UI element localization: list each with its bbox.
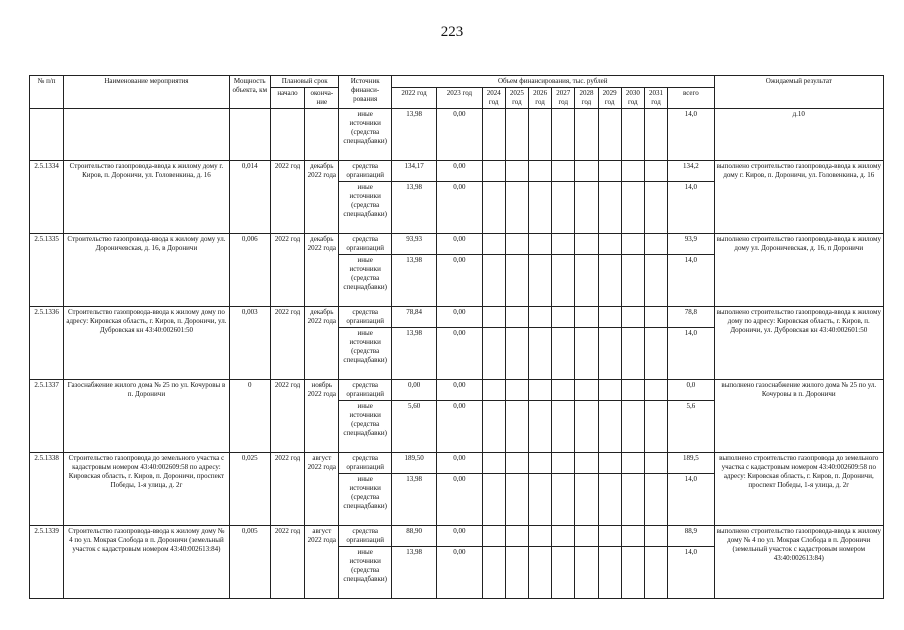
empty-cell — [621, 401, 644, 453]
empty-cell — [505, 234, 528, 255]
empty-cell — [644, 380, 667, 401]
empty-cell — [575, 255, 598, 307]
empty-cell — [598, 547, 621, 599]
empty-cell — [552, 182, 575, 234]
row-other-2022: 13,98 — [391, 328, 436, 380]
row-other-2023: 0,00 — [437, 547, 482, 599]
empty-cell — [598, 234, 621, 255]
empty-cell — [482, 526, 505, 547]
continuation-row — [30, 109, 884, 161]
header-name: Наименование мероприятия — [64, 76, 229, 109]
empty-cell — [621, 255, 644, 307]
row-org-2022: 0,00 — [391, 380, 436, 401]
empty-cell — [644, 255, 667, 307]
row-other-2022: 13,98 — [391, 547, 436, 599]
row-org-total: 189,5 — [668, 453, 714, 474]
empty-cell — [644, 328, 667, 380]
table-row — [30, 161, 884, 182]
row-source-org: средства организаций — [339, 380, 391, 401]
row-capacity: 0 — [229, 380, 270, 453]
row-capacity: 0,014 — [229, 161, 270, 234]
empty-cell — [621, 474, 644, 526]
row-source-other: иные источники (средства спецнадбавки) — [339, 474, 391, 526]
row-other-total: 14,0 — [668, 182, 714, 234]
row-source-other: иные источники (средства спецнадбавки) — [339, 255, 391, 307]
empty-cell — [552, 328, 575, 380]
header-source: Источник финанси-рования — [339, 76, 391, 109]
empty-cell — [505, 401, 528, 453]
empty-cell — [644, 182, 667, 234]
row-start: 2022 год — [270, 307, 304, 380]
header-total: всего — [668, 88, 714, 109]
row-name: Строительство газопровода-ввода к жилому дому по адресу: Кировская область, г. Киров, п. Дороничи, ул. Дубровская кн 43:40:002601:50 — [64, 307, 229, 380]
row-other-2023: 0,00 — [437, 255, 482, 307]
row-capacity: 0,005 — [229, 526, 270, 599]
empty-cell — [505, 380, 528, 401]
row-end: август 2022 года — [305, 453, 339, 526]
row-num: 2.5.1335 — [30, 234, 64, 307]
empty-cell — [621, 453, 644, 474]
row-result: выполнено строительство газопровода-ввода к жилому дому № 4 по ул. Мокрая Слобода в п. Дороничи (земельный участок с кадастровым номером 43:40:002613:84) — [714, 526, 883, 599]
row-source-other: иные источники (средства спецнадбавки) — [339, 547, 391, 599]
row-source-org: средства организаций — [339, 161, 391, 182]
empty-cell — [598, 255, 621, 307]
empty-cell — [528, 182, 551, 234]
empty-cell — [505, 255, 528, 307]
row-result: выполнено строительство газопровода-ввода к жилому дому ул. Дороничевская, д. 16, п Дороничи — [714, 234, 883, 307]
row-source-other: иные источники (средства спецнадбавки) — [339, 401, 391, 453]
row-start: 2022 год — [270, 526, 304, 599]
row-source-org: средства организаций — [339, 307, 391, 328]
page-number: 223 — [440, 24, 464, 40]
empty-cell — [621, 526, 644, 547]
cont-2022: 13,98 — [391, 109, 436, 161]
header-year-2026: 2026 год — [528, 88, 551, 109]
row-end: ноябрь 2022 года — [305, 380, 339, 453]
row-org-2023: 0,00 — [437, 307, 482, 328]
empty-cell — [528, 526, 551, 547]
row-org-2023: 0,00 — [437, 234, 482, 255]
header-end: оконча-ние — [305, 88, 339, 109]
row-end: декабрь 2022 года — [305, 234, 339, 307]
empty-cell — [575, 474, 598, 526]
empty-cell — [598, 307, 621, 328]
empty-cell — [621, 307, 644, 328]
row-org-total: 93,9 — [668, 234, 714, 255]
empty-cell — [528, 453, 551, 474]
empty-cell — [644, 526, 667, 547]
cont-source: иные источники (средства спецнадбавки) — [339, 109, 391, 161]
row-name: Строительство газопровода до земельного участка с кадастровым номером 43:40:002609:58 по адресу: Кировская область, г. Киров, п. Дороничи, проспект Победы, 1-я улица, д. 2г — [64, 453, 229, 526]
row-other-2022: 5,60 — [391, 401, 436, 453]
header-period: Плановый срок — [270, 76, 339, 88]
header-year-2023: 2023 год — [437, 88, 482, 109]
row-other-total: 14,0 — [668, 474, 714, 526]
empty-cell — [528, 547, 551, 599]
empty-cell — [552, 547, 575, 599]
row-num: 2.5.1338 — [30, 453, 64, 526]
empty-cell — [528, 307, 551, 328]
row-other-2022: 13,98 — [391, 182, 436, 234]
row-other-total: 14,0 — [668, 328, 714, 380]
empty-cell — [552, 255, 575, 307]
header-result: Ожидаемый результат — [714, 76, 883, 109]
table-row — [30, 307, 884, 328]
empty-cell — [482, 328, 505, 380]
row-other-total: 14,0 — [668, 547, 714, 599]
empty-cell — [644, 474, 667, 526]
empty-cell — [482, 234, 505, 255]
empty-cell — [575, 547, 598, 599]
row-num: 2.5.1334 — [30, 161, 64, 234]
row-org-total: 78,8 — [668, 307, 714, 328]
empty-cell — [621, 380, 644, 401]
empty-cell — [644, 161, 667, 182]
row-start: 2022 год — [270, 161, 304, 234]
empty-cell — [552, 307, 575, 328]
row-org-2023: 0,00 — [437, 161, 482, 182]
header-year-2031: 2031 год — [644, 88, 667, 109]
row-num: 2.5.1339 — [30, 526, 64, 599]
empty-cell — [644, 401, 667, 453]
row-org-2022: 189,50 — [391, 453, 436, 474]
row-capacity: 0,003 — [229, 307, 270, 380]
empty-cell — [575, 328, 598, 380]
empty-cell — [505, 453, 528, 474]
empty-cell — [482, 401, 505, 453]
empty-cell — [598, 380, 621, 401]
row-org-total: 88,9 — [668, 526, 714, 547]
empty-cell — [505, 526, 528, 547]
row-end: декабрь 2022 года — [305, 307, 339, 380]
header-capacity: Мощность объекта, км — [229, 76, 270, 109]
empty-cell — [598, 526, 621, 547]
cont-2023: 0,00 — [437, 109, 482, 161]
row-other-2023: 0,00 — [437, 474, 482, 526]
row-other-2023: 0,00 — [437, 182, 482, 234]
empty-cell — [598, 474, 621, 526]
empty-cell — [552, 380, 575, 401]
empty-cell — [575, 307, 598, 328]
empty-cell — [482, 307, 505, 328]
empty-cell — [621, 182, 644, 234]
empty-cell — [575, 161, 598, 182]
row-other-total: 14,0 — [668, 255, 714, 307]
empty-cell — [598, 401, 621, 453]
row-org-2023: 0,00 — [437, 453, 482, 474]
row-other-2023: 0,00 — [437, 401, 482, 453]
empty-cell — [482, 474, 505, 526]
header-funding: Объем финансирования, тыс. рублей — [391, 76, 714, 88]
empty-cell — [575, 526, 598, 547]
empty-cell — [552, 474, 575, 526]
empty-cell — [644, 234, 667, 255]
empty-cell — [505, 161, 528, 182]
empty-cell — [482, 182, 505, 234]
empty-cell — [598, 182, 621, 234]
row-name: Строительство газопровода-ввода к жилому дому № 4 по ул. Мокрая Слобода в п. Дороничи (земельный участок с кадастровым номером 43:40:002613:84) — [64, 526, 229, 599]
empty-cell — [621, 234, 644, 255]
row-result: выполнено газоснабжение жилого дома № 25 по ул. Кочуровы в п. Дороничи — [714, 380, 883, 453]
row-capacity: 0,025 — [229, 453, 270, 526]
row-start: 2022 год — [270, 234, 304, 307]
cont-result: д.10 — [714, 109, 883, 161]
row-other-total: 5,6 — [668, 401, 714, 453]
row-capacity: 0,006 — [229, 234, 270, 307]
header-num: № п/п — [30, 76, 64, 109]
row-result: выполнено строительство газопровода до земельного участка с кадастровым номером 43:40:002609:58 по адресу: Кировская область, г. Киров, п. Дороничи, проспект Победы, 1-я улица, д. 2г — [714, 453, 883, 526]
row-start: 2022 год — [270, 453, 304, 526]
table-row — [30, 453, 884, 474]
row-num: 2.5.1336 — [30, 307, 64, 380]
empty-cell — [598, 161, 621, 182]
empty-cell — [552, 526, 575, 547]
empty-cell — [575, 182, 598, 234]
row-name: Строительство газопровода-ввода к жилому дому г. Киров, п. Дороничи, ул. Головенкина, д. 16 — [64, 161, 229, 234]
empty-cell — [575, 453, 598, 474]
row-result: выполнено строительство газопровода-ввода к жилому дому по адресу: Кировская область, г. Киров, п. Дороничи, ул. Дубровская кн 43:40:002601:50 — [714, 307, 883, 380]
header-year-2024: 2024 год — [482, 88, 505, 109]
row-org-total: 134,2 — [668, 161, 714, 182]
row-source-org: средства организаций — [339, 526, 391, 547]
row-end: декабрь 2022 года — [305, 161, 339, 234]
empty-cell — [644, 453, 667, 474]
row-org-2023: 0,00 — [437, 380, 482, 401]
empty-cell — [552, 453, 575, 474]
row-org-2023: 0,00 — [437, 526, 482, 547]
row-source-other: иные источники (средства спецнадбавки) — [339, 182, 391, 234]
row-name: Газоснабжение жилого дома № 25 по ул. Кочуровы в п. Дороничи — [64, 380, 229, 453]
table-row — [30, 526, 884, 547]
header-year-2022: 2022 год — [391, 88, 436, 109]
header-year-2028: 2028 год — [575, 88, 598, 109]
row-end: август 2022 года — [305, 526, 339, 599]
empty-cell — [505, 328, 528, 380]
empty-cell — [528, 401, 551, 453]
empty-cell — [575, 234, 598, 255]
row-source-org: средства организаций — [339, 234, 391, 255]
empty-cell — [505, 474, 528, 526]
row-org-2022: 78,84 — [391, 307, 436, 328]
empty-cell — [552, 401, 575, 453]
row-other-2022: 13,98 — [391, 255, 436, 307]
row-start: 2022 год — [270, 380, 304, 453]
header-year-2030: 2030 год — [621, 88, 644, 109]
row-other-2023: 0,00 — [437, 328, 482, 380]
empty-cell — [644, 547, 667, 599]
empty-cell — [598, 328, 621, 380]
header-start: начало — [270, 88, 304, 109]
funding-table — [29, 75, 884, 599]
row-source-other: иные источники (средства спецнадбавки) — [339, 328, 391, 380]
row-source-org: средства организаций — [339, 453, 391, 474]
row-org-total: 0,0 — [668, 380, 714, 401]
header-year-2025: 2025 год — [505, 88, 528, 109]
empty-cell — [552, 234, 575, 255]
empty-cell — [528, 161, 551, 182]
empty-cell — [575, 380, 598, 401]
cont-total: 14,0 — [668, 109, 714, 161]
empty-cell — [575, 401, 598, 453]
empty-cell — [505, 307, 528, 328]
table-row — [30, 234, 884, 255]
empty-cell — [552, 161, 575, 182]
row-org-2022: 93,93 — [391, 234, 436, 255]
row-num: 2.5.1337 — [30, 380, 64, 453]
row-other-2022: 13,98 — [391, 474, 436, 526]
row-name: Строительство газопровода-ввода к жилому дому ул. Дороничевская, д. 16, в Дороничи — [64, 234, 229, 307]
table-row — [30, 380, 884, 401]
empty-cell — [528, 380, 551, 401]
empty-cell — [528, 328, 551, 380]
empty-cell — [621, 328, 644, 380]
header-year-2027: 2027 год — [552, 88, 575, 109]
empty-cell — [482, 255, 505, 307]
empty-cell — [505, 182, 528, 234]
row-org-2022: 88,90 — [391, 526, 436, 547]
empty-cell — [482, 161, 505, 182]
header-year-2029: 2029 год — [598, 88, 621, 109]
empty-cell — [644, 307, 667, 328]
empty-cell — [621, 547, 644, 599]
empty-cell — [528, 255, 551, 307]
row-org-2022: 134,17 — [391, 161, 436, 182]
empty-cell — [482, 547, 505, 599]
empty-cell — [621, 161, 644, 182]
row-result: выполнено строительство газопровода-ввода к жилому дому г. Киров, п. Дороничи, ул. Головенкина, д. 16 — [714, 161, 883, 234]
empty-cell — [482, 453, 505, 474]
empty-cell — [598, 453, 621, 474]
empty-cell — [528, 474, 551, 526]
empty-cell — [528, 234, 551, 255]
empty-cell — [482, 380, 505, 401]
empty-cell — [505, 547, 528, 599]
